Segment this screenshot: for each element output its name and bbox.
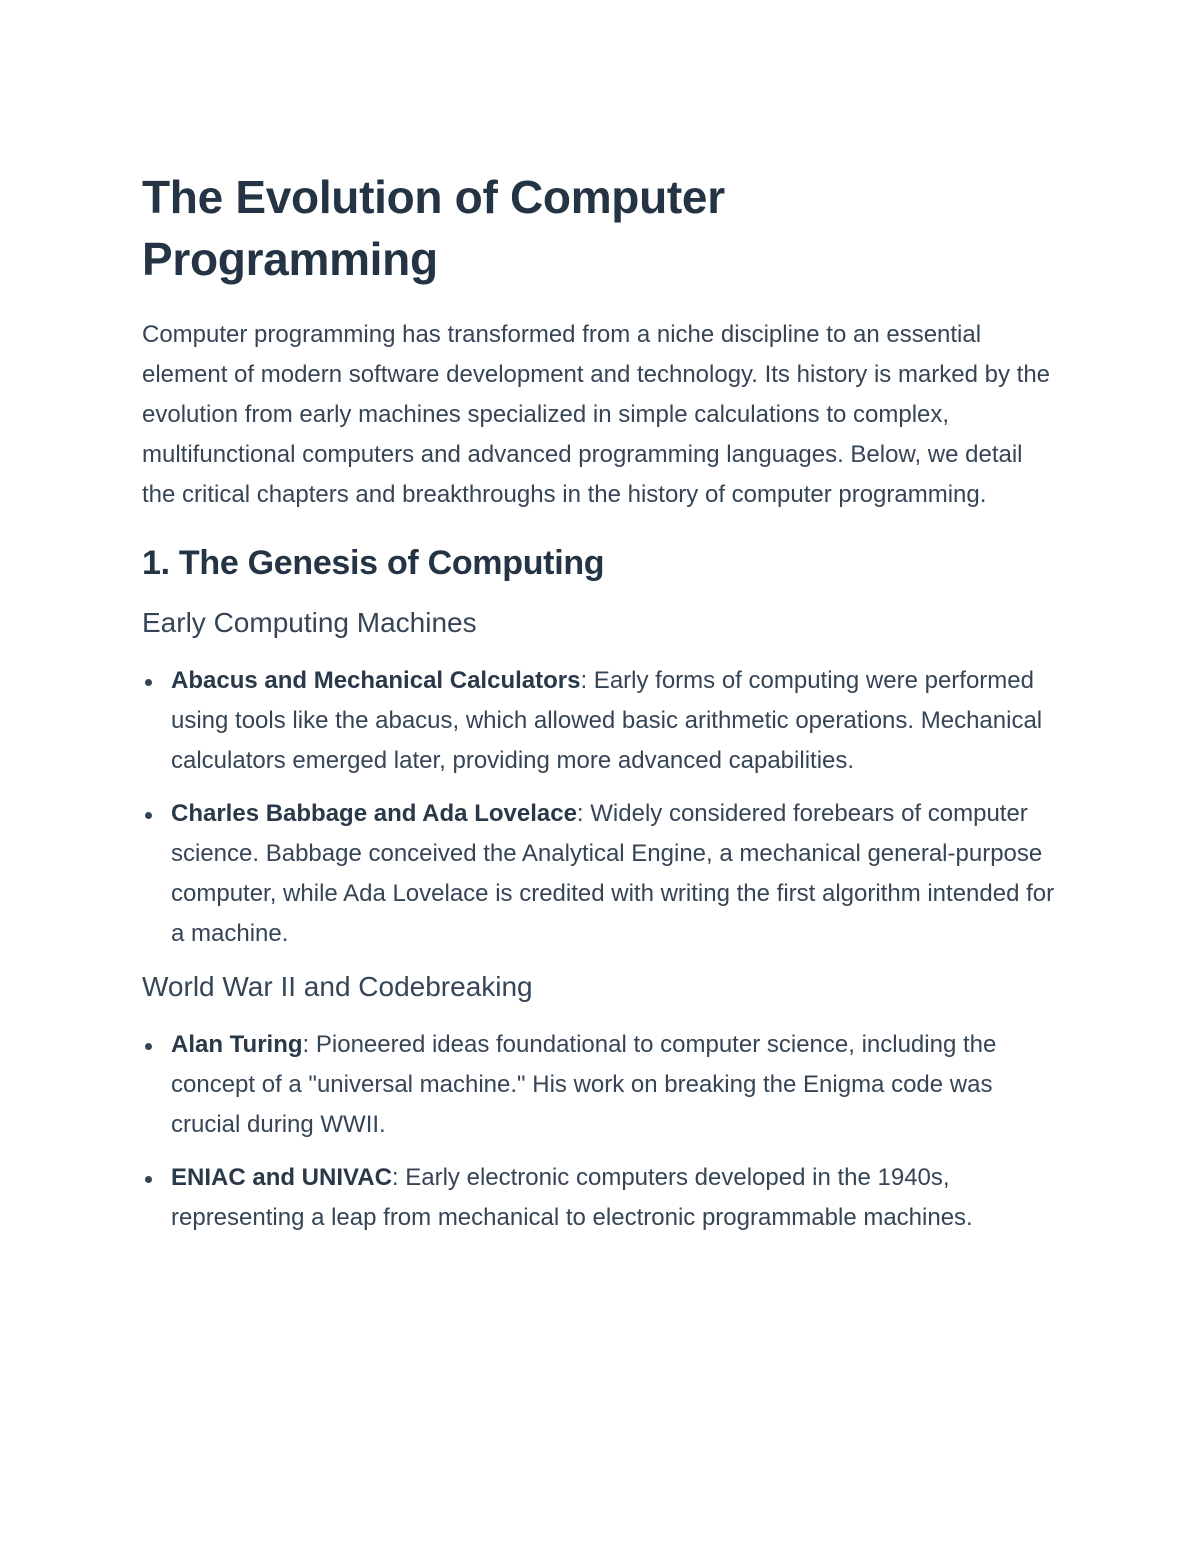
list-item-term: ENIAC and UNIVAC bbox=[171, 1164, 392, 1191]
list-item-term: Charles Babbage and Ada Lovelace bbox=[171, 800, 577, 827]
list-item-term: Abacus and Mechanical Calculators bbox=[171, 667, 581, 694]
subsection-heading-early-machines: Early Computing Machines bbox=[142, 607, 477, 638]
list-item-text: : Pioneered ideas foundational to computer science, including the concept of a "universal machine." His work on breaking the Enigma code was crucial during WWII. bbox=[171, 1031, 997, 1138]
subsection-heading-wwii: World War II and Codebreaking bbox=[142, 971, 533, 1002]
bullet-icon bbox=[145, 1176, 152, 1183]
list-item bbox=[142, 1158, 1062, 1238]
bullet-icon bbox=[145, 1043, 152, 1050]
section-heading-genesis: 1. The Genesis of Computing bbox=[142, 544, 605, 582]
list-item-term: Alan Turing bbox=[171, 1031, 303, 1058]
list-item bbox=[142, 661, 1062, 781]
document-page bbox=[142, 166, 1062, 1251]
list-item bbox=[142, 794, 1062, 954]
list-item-text: : Early electronic computers developed in the 1940s, representing a leap from mechanical to electronic programmable machines. bbox=[171, 1164, 973, 1231]
list-item-text: : Early forms of computing were performed using tools like the abacus, which allowed basic arithmetic operations. Mechanical calculators emerged later, providing more advanced capabilities. bbox=[171, 667, 1043, 774]
intro-paragraph: Computer programming has transformed from a niche discipline to an essential element of modern software development and technology. Its history is marked by the evolution from early machines specialized in simple calculations to complex, multifunctional computers and advanced programming languages. Below, we detail the critical chapters and breakthroughs in the history of computer programming. bbox=[142, 321, 1051, 508]
list-item bbox=[142, 1025, 1062, 1145]
wwii-list bbox=[142, 1025, 1062, 1238]
page-title: The Evolution of Computer Programming bbox=[142, 171, 725, 285]
bullet-icon bbox=[145, 812, 152, 819]
list-item-text: : Widely considered forebears of computer science. Babbage conceived the Analytical Engine, a mechanical general-purpose computer, while Ada Lovelace is credited with writing the first algorithm intended for a machine. bbox=[171, 800, 1055, 947]
bullet-icon bbox=[145, 679, 152, 686]
early-machines-list bbox=[142, 661, 1062, 954]
